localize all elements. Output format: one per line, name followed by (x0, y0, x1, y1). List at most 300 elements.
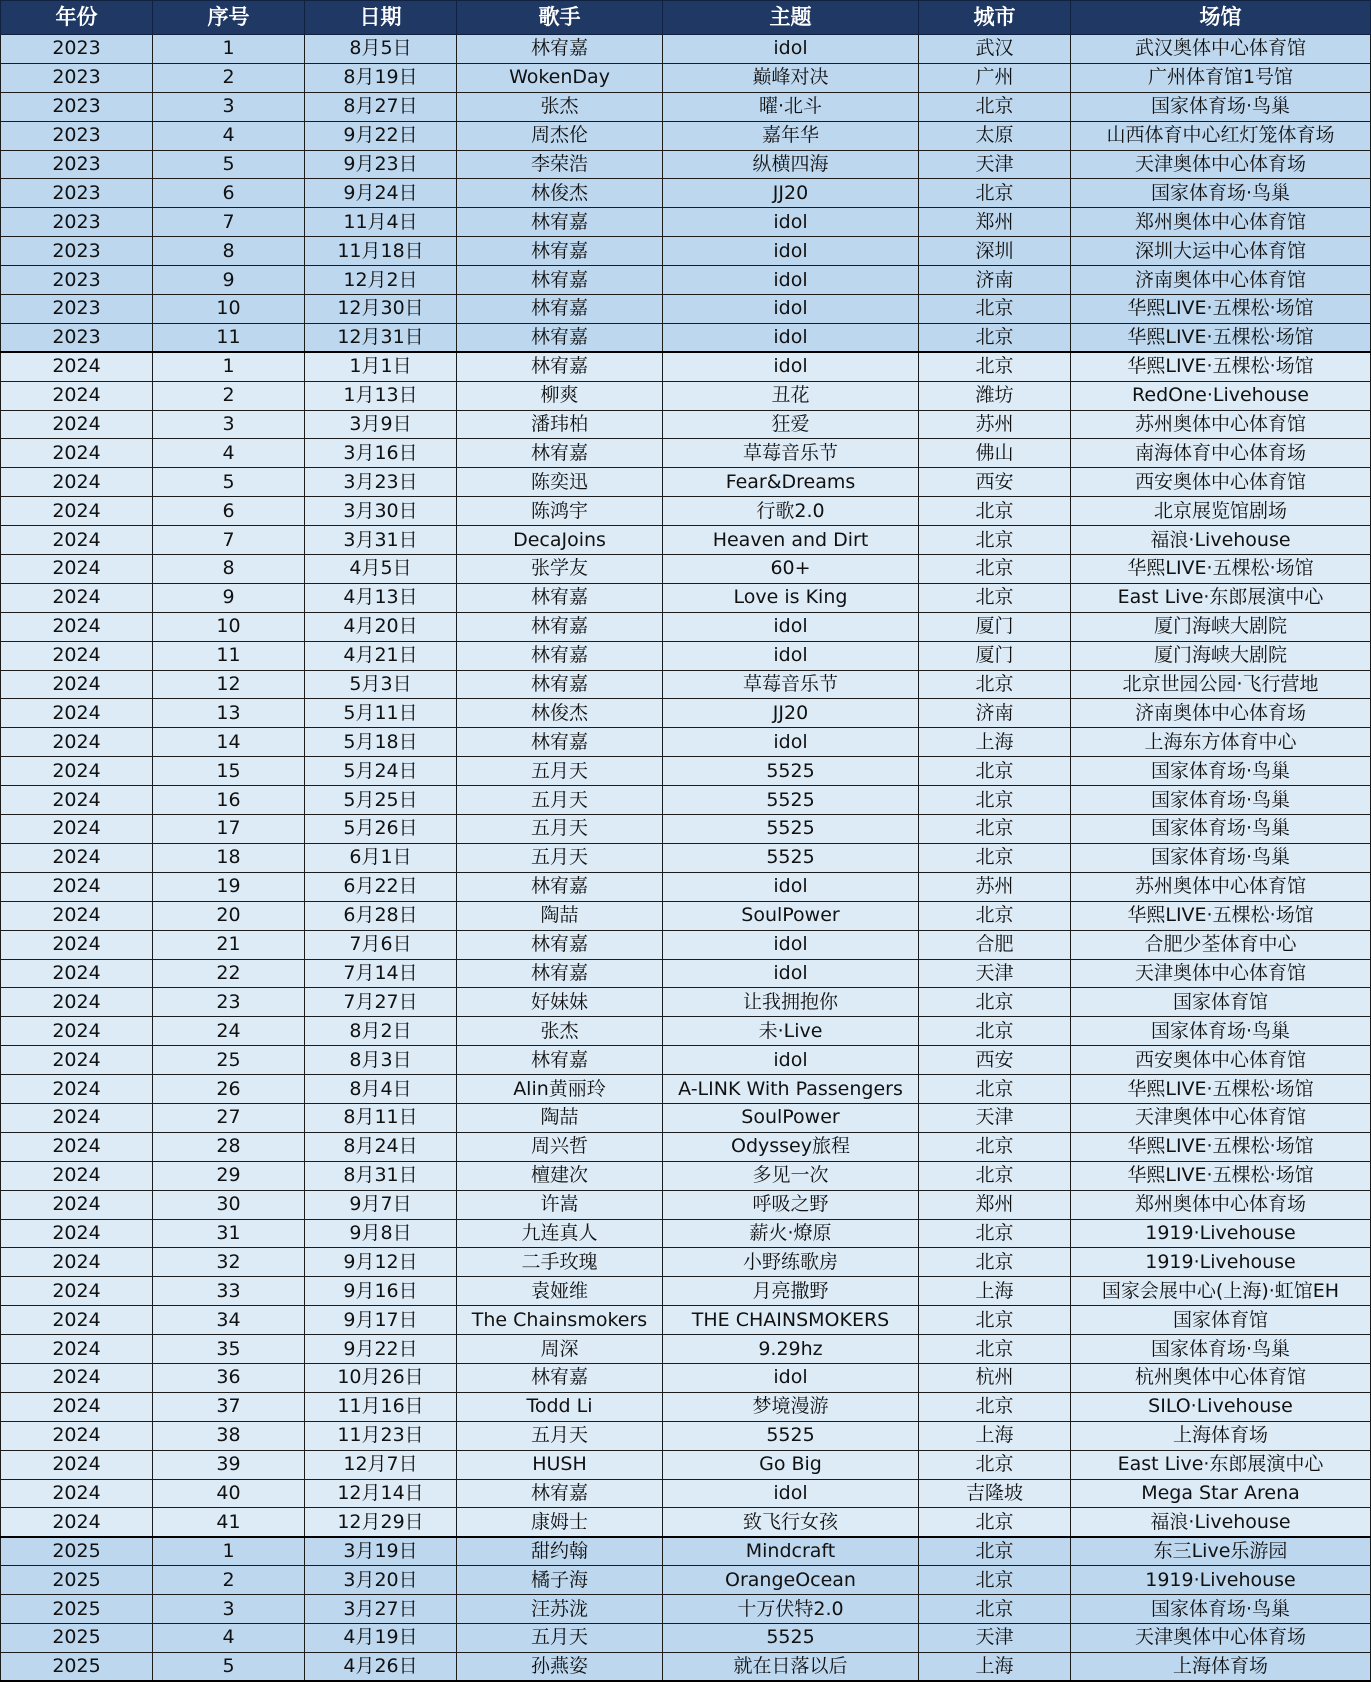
cell-theme[interactable]: 5525 (663, 815, 919, 844)
cell-theme[interactable]: idol (663, 1479, 919, 1508)
cell-singer[interactable]: 五月天 (457, 843, 663, 872)
cell-theme[interactable]: 就在日落以后 (663, 1652, 919, 1681)
cell-city[interactable]: 北京 (919, 555, 1071, 584)
cell-venue[interactable]: 北京展览馆剧场 (1071, 497, 1371, 526)
cell-city[interactable]: 广州 (919, 63, 1071, 92)
cell-theme[interactable]: 小野练歌房 (663, 1248, 919, 1277)
cell-year[interactable]: 2023 (1, 35, 153, 64)
cell-city[interactable]: 深圳 (919, 237, 1071, 266)
cell-city[interactable]: 上海 (919, 1652, 1071, 1681)
cell-venue[interactable]: 1919·Livehouse (1071, 1248, 1371, 1277)
cell-date[interactable]: 11月16日 (305, 1392, 457, 1421)
cell-venue[interactable]: 天津奥体中心体育馆 (1071, 1103, 1371, 1132)
cell-venue[interactable]: 国家体育场·鸟巢 (1071, 1335, 1371, 1364)
cell-singer[interactable]: 柳爽 (457, 381, 663, 410)
cell-theme[interactable]: 5525 (663, 1623, 919, 1652)
cell-venue[interactable]: 厦门海峡大剧院 (1071, 612, 1371, 641)
cell-theme[interactable]: idol (663, 1046, 919, 1075)
cell-venue[interactable]: 1919·Livehouse (1071, 1219, 1371, 1248)
cell-index[interactable]: 26 (153, 1075, 305, 1104)
cell-theme[interactable]: idol (663, 612, 919, 641)
cell-date[interactable]: 8月5日 (305, 35, 457, 64)
cell-venue[interactable]: 国家体育场·鸟巢 (1071, 843, 1371, 872)
cell-city[interactable]: 北京 (919, 352, 1071, 381)
cell-singer[interactable]: 许嵩 (457, 1190, 663, 1219)
cell-index[interactable]: 25 (153, 1046, 305, 1075)
cell-theme[interactable]: 5525 (663, 1421, 919, 1450)
cell-theme[interactable]: 月亮撒野 (663, 1277, 919, 1306)
cell-singer[interactable]: 林宥嘉 (457, 583, 663, 612)
cell-city[interactable]: 北京 (919, 323, 1071, 352)
cell-theme[interactable]: idol (663, 352, 919, 381)
cell-singer[interactable]: 林宥嘉 (457, 1363, 663, 1392)
cell-date[interactable]: 3月20日 (305, 1566, 457, 1595)
cell-index[interactable]: 3 (153, 410, 305, 439)
cell-theme[interactable]: idol (663, 323, 919, 352)
cell-theme[interactable]: 丑花 (663, 381, 919, 410)
cell-year[interactable]: 2024 (1, 757, 153, 786)
cell-year[interactable]: 2024 (1, 1190, 153, 1219)
cell-singer[interactable]: 康姆士 (457, 1508, 663, 1537)
cell-singer[interactable]: Alin黄丽玲 (457, 1075, 663, 1104)
column-header-city[interactable]: 城市 (919, 1, 1071, 35)
cell-singer[interactable]: 林俊杰 (457, 699, 663, 728)
cell-singer[interactable]: 橘子海 (457, 1566, 663, 1595)
cell-index[interactable]: 29 (153, 1161, 305, 1190)
cell-year[interactable]: 2024 (1, 988, 153, 1017)
cell-venue[interactable]: 华熙LIVE·五棵松·场馆 (1071, 352, 1371, 381)
cell-year[interactable]: 2024 (1, 1248, 153, 1277)
cell-city[interactable]: 北京 (919, 815, 1071, 844)
cell-index[interactable]: 35 (153, 1335, 305, 1364)
cell-theme[interactable]: THE CHAINSMOKERS (663, 1306, 919, 1335)
cell-year[interactable]: 2023 (1, 63, 153, 92)
cell-singer[interactable]: 孙燕姿 (457, 1652, 663, 1681)
cell-venue[interactable]: 国家会展中心(上海)·虹馆EH (1071, 1277, 1371, 1306)
cell-index[interactable]: 12 (153, 670, 305, 699)
cell-theme[interactable]: 行歌2.0 (663, 497, 919, 526)
cell-year[interactable]: 2024 (1, 381, 153, 410)
cell-date[interactable]: 8月24日 (305, 1132, 457, 1161)
cell-theme[interactable]: 让我拥抱你 (663, 988, 919, 1017)
cell-singer[interactable]: 林宥嘉 (457, 237, 663, 266)
cell-theme[interactable]: Fear&Dreams (663, 468, 919, 497)
cell-theme[interactable]: 十万伏特2.0 (663, 1595, 919, 1624)
cell-singer[interactable]: 五月天 (457, 1421, 663, 1450)
cell-city[interactable]: 北京 (919, 92, 1071, 121)
cell-theme[interactable]: JJ20 (663, 699, 919, 728)
cell-date[interactable]: 9月22日 (305, 1335, 457, 1364)
cell-singer[interactable]: 林宥嘉 (457, 439, 663, 468)
cell-year[interactable]: 2024 (1, 583, 153, 612)
cell-theme[interactable]: 狂爱 (663, 410, 919, 439)
cell-venue[interactable]: 深圳大运中心体育馆 (1071, 237, 1371, 266)
cell-city[interactable]: 上海 (919, 1277, 1071, 1306)
cell-city[interactable]: 北京 (919, 786, 1071, 815)
cell-theme[interactable]: Mindcraft (663, 1537, 919, 1566)
cell-theme[interactable]: idol (663, 266, 919, 295)
cell-city[interactable]: 厦门 (919, 641, 1071, 670)
cell-index[interactable]: 4 (153, 1623, 305, 1652)
cell-venue[interactable]: 福浪·Livehouse (1071, 1508, 1371, 1537)
cell-index[interactable]: 39 (153, 1450, 305, 1479)
cell-venue[interactable]: 合肥少荃体育中心 (1071, 930, 1371, 959)
cell-year[interactable]: 2023 (1, 179, 153, 208)
cell-singer[interactable]: 林宥嘉 (457, 266, 663, 295)
cell-year[interactable]: 2024 (1, 1508, 153, 1537)
cell-date[interactable]: 6月1日 (305, 843, 457, 872)
cell-date[interactable]: 8月3日 (305, 1046, 457, 1075)
cell-date[interactable]: 3月9日 (305, 410, 457, 439)
column-header-year[interactable]: 年份 (1, 1, 153, 35)
cell-venue[interactable]: East Live·东郎展演中心 (1071, 583, 1371, 612)
cell-venue[interactable]: 国家体育场·鸟巢 (1071, 92, 1371, 121)
cell-date[interactable]: 3月19日 (305, 1537, 457, 1566)
cell-index[interactable]: 2 (153, 381, 305, 410)
cell-index[interactable]: 1 (153, 352, 305, 381)
cell-index[interactable]: 3 (153, 1595, 305, 1624)
cell-theme[interactable]: idol (663, 237, 919, 266)
cell-singer[interactable]: 汪苏泷 (457, 1595, 663, 1624)
cell-index[interactable]: 8 (153, 555, 305, 584)
cell-city[interactable]: 北京 (919, 1537, 1071, 1566)
cell-venue[interactable]: 南海体育中心体育场 (1071, 439, 1371, 468)
cell-singer[interactable]: 张杰 (457, 1017, 663, 1046)
cell-venue[interactable]: 国家体育场·鸟巢 (1071, 1017, 1371, 1046)
cell-city[interactable]: 天津 (919, 150, 1071, 179)
cell-singer[interactable]: 林俊杰 (457, 179, 663, 208)
cell-date[interactable]: 5月3日 (305, 670, 457, 699)
cell-city[interactable]: 北京 (919, 670, 1071, 699)
cell-singer[interactable]: 林宥嘉 (457, 641, 663, 670)
cell-venue[interactable]: 天津奥体中心体育场 (1071, 150, 1371, 179)
cell-index[interactable]: 8 (153, 237, 305, 266)
cell-singer[interactable]: 周深 (457, 1335, 663, 1364)
cell-city[interactable]: 苏州 (919, 872, 1071, 901)
cell-date[interactable]: 9月17日 (305, 1306, 457, 1335)
cell-date[interactable]: 3月27日 (305, 1595, 457, 1624)
cell-date[interactable]: 4月5日 (305, 555, 457, 584)
cell-venue[interactable]: 华熙LIVE·五棵松·场馆 (1071, 1075, 1371, 1104)
cell-venue[interactable]: 国家体育场·鸟巢 (1071, 179, 1371, 208)
cell-theme[interactable]: A-LINK With Passengers (663, 1075, 919, 1104)
cell-singer[interactable]: 二手玫瑰 (457, 1248, 663, 1277)
cell-year[interactable]: 2024 (1, 612, 153, 641)
cell-theme[interactable]: idol (663, 208, 919, 237)
cell-singer[interactable]: 袁娅维 (457, 1277, 663, 1306)
cell-index[interactable]: 6 (153, 179, 305, 208)
cell-venue[interactable]: 华熙LIVE·五棵松·场馆 (1071, 295, 1371, 324)
cell-index[interactable]: 17 (153, 815, 305, 844)
cell-city[interactable]: 上海 (919, 1421, 1071, 1450)
cell-city[interactable]: 北京 (919, 1450, 1071, 1479)
cell-year[interactable]: 2024 (1, 670, 153, 699)
cell-date[interactable]: 6月28日 (305, 901, 457, 930)
cell-theme[interactable]: 5525 (663, 843, 919, 872)
cell-singer[interactable]: 林宥嘉 (457, 35, 663, 64)
cell-year[interactable]: 2024 (1, 1392, 153, 1421)
cell-city[interactable]: 天津 (919, 959, 1071, 988)
cell-theme[interactable]: OrangeOcean (663, 1566, 919, 1595)
cell-year[interactable]: 2024 (1, 555, 153, 584)
cell-date[interactable]: 12月14日 (305, 1479, 457, 1508)
cell-city[interactable]: 北京 (919, 1219, 1071, 1248)
cell-singer[interactable]: 林宥嘉 (457, 872, 663, 901)
cell-theme[interactable]: 5525 (663, 786, 919, 815)
cell-city[interactable]: 北京 (919, 901, 1071, 930)
cell-city[interactable]: 合肥 (919, 930, 1071, 959)
cell-theme[interactable]: idol (663, 1363, 919, 1392)
cell-year[interactable]: 2024 (1, 497, 153, 526)
cell-venue[interactable]: 国家体育馆 (1071, 1306, 1371, 1335)
cell-date[interactable]: 9月8日 (305, 1219, 457, 1248)
cell-city[interactable]: 北京 (919, 1392, 1071, 1421)
cell-city[interactable]: 西安 (919, 468, 1071, 497)
cell-singer[interactable]: 林宥嘉 (457, 959, 663, 988)
cell-date[interactable]: 11月18日 (305, 237, 457, 266)
cell-date[interactable]: 9月12日 (305, 1248, 457, 1277)
cell-singer[interactable]: 张杰 (457, 92, 663, 121)
cell-venue[interactable]: Mega Star Arena (1071, 1479, 1371, 1508)
cell-venue[interactable]: 上海体育场 (1071, 1421, 1371, 1450)
cell-venue[interactable]: RedOne·Livehouse (1071, 381, 1371, 410)
cell-date[interactable]: 5月25日 (305, 786, 457, 815)
cell-city[interactable]: 北京 (919, 295, 1071, 324)
cell-singer[interactable]: 陈奕迅 (457, 468, 663, 497)
cell-city[interactable]: 北京 (919, 1017, 1071, 1046)
cell-year[interactable]: 2024 (1, 728, 153, 757)
cell-city[interactable]: 北京 (919, 757, 1071, 786)
cell-date[interactable]: 4月13日 (305, 583, 457, 612)
cell-venue[interactable]: 广州体育馆1号馆 (1071, 63, 1371, 92)
cell-year[interactable]: 2024 (1, 1017, 153, 1046)
cell-singer[interactable]: 五月天 (457, 757, 663, 786)
cell-date[interactable]: 3月30日 (305, 497, 457, 526)
cell-date[interactable]: 9月23日 (305, 150, 457, 179)
cell-year[interactable]: 2024 (1, 1161, 153, 1190)
cell-year[interactable]: 2024 (1, 352, 153, 381)
cell-theme[interactable]: Heaven and Dirt (663, 526, 919, 555)
cell-singer[interactable]: 甜约翰 (457, 1537, 663, 1566)
cell-venue[interactable]: 华熙LIVE·五棵松·场馆 (1071, 1161, 1371, 1190)
cell-venue[interactable]: 北京世园公园·飞行营地 (1071, 670, 1371, 699)
cell-city[interactable]: 北京 (919, 1132, 1071, 1161)
cell-singer[interactable]: 周杰伦 (457, 121, 663, 150)
cell-year[interactable]: 2023 (1, 295, 153, 324)
cell-index[interactable]: 36 (153, 1363, 305, 1392)
cell-index[interactable]: 28 (153, 1132, 305, 1161)
cell-year[interactable]: 2024 (1, 930, 153, 959)
cell-index[interactable]: 15 (153, 757, 305, 786)
cell-date[interactable]: 9月7日 (305, 1190, 457, 1219)
cell-date[interactable]: 8月11日 (305, 1103, 457, 1132)
cell-theme[interactable]: SoulPower (663, 1103, 919, 1132)
cell-theme[interactable]: idol (663, 35, 919, 64)
cell-venue[interactable]: 郑州奥体中心体育馆 (1071, 208, 1371, 237)
cell-city[interactable]: 天津 (919, 1623, 1071, 1652)
cell-index[interactable]: 41 (153, 1508, 305, 1537)
cell-date[interactable]: 4月26日 (305, 1652, 457, 1681)
cell-theme[interactable]: 5525 (663, 757, 919, 786)
cell-year[interactable]: 2024 (1, 872, 153, 901)
cell-year[interactable]: 2024 (1, 641, 153, 670)
cell-city[interactable]: 上海 (919, 728, 1071, 757)
cell-index[interactable]: 24 (153, 1017, 305, 1046)
cell-date[interactable]: 3月16日 (305, 439, 457, 468)
cell-index[interactable]: 21 (153, 930, 305, 959)
cell-singer[interactable]: 五月天 (457, 815, 663, 844)
cell-venue[interactable]: 华熙LIVE·五棵松·场馆 (1071, 1132, 1371, 1161)
cell-singer[interactable]: 林宥嘉 (457, 352, 663, 381)
cell-venue[interactable]: 国家体育场·鸟巢 (1071, 1595, 1371, 1624)
cell-index[interactable]: 4 (153, 439, 305, 468)
cell-venue[interactable]: 华熙LIVE·五棵松·场馆 (1071, 901, 1371, 930)
cell-index[interactable]: 3 (153, 92, 305, 121)
cell-index[interactable]: 16 (153, 786, 305, 815)
cell-singer[interactable]: 九连真人 (457, 1219, 663, 1248)
cell-city[interactable]: 北京 (919, 179, 1071, 208)
cell-date[interactable]: 12月7日 (305, 1450, 457, 1479)
cell-year[interactable]: 2024 (1, 526, 153, 555)
cell-city[interactable]: 济南 (919, 266, 1071, 295)
column-header-index[interactable]: 序号 (153, 1, 305, 35)
cell-theme[interactable]: idol (663, 728, 919, 757)
cell-venue[interactable]: 西安奥体中心体育馆 (1071, 468, 1371, 497)
cell-city[interactable]: 北京 (919, 1306, 1071, 1335)
cell-city[interactable]: 北京 (919, 843, 1071, 872)
cell-city[interactable]: 济南 (919, 699, 1071, 728)
cell-year[interactable]: 2024 (1, 1132, 153, 1161)
cell-index[interactable]: 31 (153, 1219, 305, 1248)
cell-city[interactable]: 苏州 (919, 410, 1071, 439)
cell-index[interactable]: 20 (153, 901, 305, 930)
cell-year[interactable]: 2024 (1, 959, 153, 988)
cell-date[interactable]: 11月4日 (305, 208, 457, 237)
cell-index[interactable]: 23 (153, 988, 305, 1017)
cell-date[interactable]: 4月21日 (305, 641, 457, 670)
cell-city[interactable]: 厦门 (919, 612, 1071, 641)
cell-date[interactable]: 11月23日 (305, 1421, 457, 1450)
cell-singer[interactable]: 林宥嘉 (457, 1479, 663, 1508)
cell-city[interactable]: 武汉 (919, 35, 1071, 64)
cell-year[interactable]: 2025 (1, 1652, 153, 1681)
cell-index[interactable]: 11 (153, 641, 305, 670)
cell-date[interactable]: 12月2日 (305, 266, 457, 295)
cell-date[interactable]: 4月20日 (305, 612, 457, 641)
cell-city[interactable]: 北京 (919, 1595, 1071, 1624)
cell-venue[interactable]: 华熙LIVE·五棵松·场馆 (1071, 555, 1371, 584)
cell-city[interactable]: 天津 (919, 1103, 1071, 1132)
cell-venue[interactable]: 东三Live乐游园 (1071, 1537, 1371, 1566)
cell-year[interactable]: 2024 (1, 439, 153, 468)
cell-city[interactable]: 北京 (919, 1566, 1071, 1595)
cell-singer[interactable]: 林宥嘉 (457, 295, 663, 324)
cell-city[interactable]: 吉隆坡 (919, 1479, 1071, 1508)
cell-index[interactable]: 18 (153, 843, 305, 872)
cell-year[interactable]: 2023 (1, 208, 153, 237)
cell-venue[interactable]: 厦门海峡大剧院 (1071, 641, 1371, 670)
cell-index[interactable]: 9 (153, 583, 305, 612)
cell-singer[interactable]: 林宥嘉 (457, 208, 663, 237)
cell-index[interactable]: 14 (153, 728, 305, 757)
cell-city[interactable]: 北京 (919, 1075, 1071, 1104)
cell-venue[interactable]: 国家体育场·鸟巢 (1071, 786, 1371, 815)
cell-city[interactable]: 郑州 (919, 1190, 1071, 1219)
cell-city[interactable]: 北京 (919, 497, 1071, 526)
cell-singer[interactable]: 五月天 (457, 1623, 663, 1652)
cell-date[interactable]: 3月23日 (305, 468, 457, 497)
cell-theme[interactable]: 巅峰对决 (663, 63, 919, 92)
cell-date[interactable]: 5月11日 (305, 699, 457, 728)
cell-city[interactable]: 北京 (919, 988, 1071, 1017)
cell-year[interactable]: 2024 (1, 1363, 153, 1392)
cell-theme[interactable]: 多见一次 (663, 1161, 919, 1190)
cell-index[interactable]: 7 (153, 526, 305, 555)
cell-index[interactable]: 27 (153, 1103, 305, 1132)
cell-year[interactable]: 2024 (1, 1103, 153, 1132)
cell-date[interactable]: 3月31日 (305, 526, 457, 555)
column-header-date[interactable]: 日期 (305, 1, 457, 35)
cell-singer[interactable]: 林宥嘉 (457, 670, 663, 699)
cell-theme[interactable]: 9.29hz (663, 1335, 919, 1364)
cell-date[interactable]: 7月6日 (305, 930, 457, 959)
cell-date[interactable]: 4月19日 (305, 1623, 457, 1652)
cell-date[interactable]: 5月26日 (305, 815, 457, 844)
cell-singer[interactable]: 好妹妹 (457, 988, 663, 1017)
cell-index[interactable]: 6 (153, 497, 305, 526)
cell-singer[interactable]: DecaJoins (457, 526, 663, 555)
cell-singer[interactable]: 五月天 (457, 786, 663, 815)
cell-venue[interactable]: SILO·Livehouse (1071, 1392, 1371, 1421)
cell-venue[interactable]: 1919·Livehouse (1071, 1566, 1371, 1595)
cell-venue[interactable]: 济南奥体中心体育场 (1071, 699, 1371, 728)
cell-singer[interactable]: 潘玮柏 (457, 410, 663, 439)
cell-venue[interactable]: 福浪·Livehouse (1071, 526, 1371, 555)
cell-theme[interactable]: idol (663, 959, 919, 988)
cell-venue[interactable]: 上海东方体育中心 (1071, 728, 1371, 757)
cell-singer[interactable]: 周兴哲 (457, 1132, 663, 1161)
cell-date[interactable]: 12月31日 (305, 323, 457, 352)
cell-venue[interactable]: 杭州奥体中心体育馆 (1071, 1363, 1371, 1392)
cell-singer[interactable]: 李荣浩 (457, 150, 663, 179)
cell-year[interactable]: 2025 (1, 1537, 153, 1566)
cell-index[interactable]: 2 (153, 63, 305, 92)
cell-theme[interactable]: idol (663, 872, 919, 901)
cell-city[interactable]: 潍坊 (919, 381, 1071, 410)
cell-singer[interactable]: 林宥嘉 (457, 323, 663, 352)
cell-theme[interactable]: 呼吸之野 (663, 1190, 919, 1219)
cell-venue[interactable]: 上海体育场 (1071, 1652, 1371, 1681)
cell-index[interactable]: 22 (153, 959, 305, 988)
cell-theme[interactable]: idol (663, 930, 919, 959)
cell-venue[interactable]: 武汉奥体中心体育馆 (1071, 35, 1371, 64)
cell-year[interactable]: 2024 (1, 410, 153, 439)
cell-theme[interactable]: 梦境漫游 (663, 1392, 919, 1421)
cell-venue[interactable]: 苏州奥体中心体育馆 (1071, 410, 1371, 439)
cell-date[interactable]: 7月27日 (305, 988, 457, 1017)
cell-singer[interactable]: Todd Li (457, 1392, 663, 1421)
cell-theme[interactable]: Go Big (663, 1450, 919, 1479)
cell-year[interactable]: 2024 (1, 1450, 153, 1479)
cell-singer[interactable]: HUSH (457, 1450, 663, 1479)
cell-venue[interactable]: 国家体育场·鸟巢 (1071, 815, 1371, 844)
cell-index[interactable]: 37 (153, 1392, 305, 1421)
cell-venue[interactable]: 济南奥体中心体育馆 (1071, 266, 1371, 295)
cell-date[interactable]: 12月30日 (305, 295, 457, 324)
cell-year[interactable]: 2024 (1, 843, 153, 872)
cell-city[interactable]: 杭州 (919, 1363, 1071, 1392)
cell-year[interactable]: 2024 (1, 699, 153, 728)
